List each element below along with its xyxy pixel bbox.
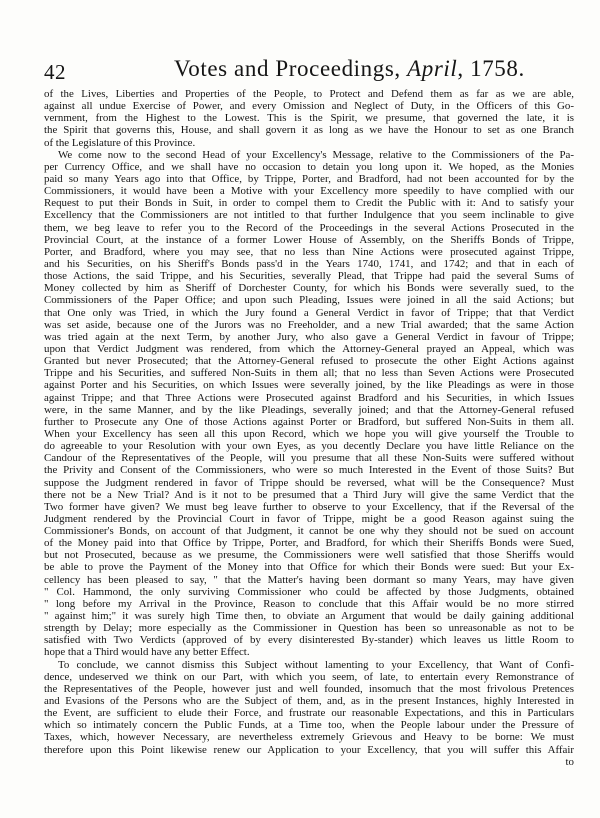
text-line: Two former have given? We must beg leave further to observe to your Excellency, that if the Reversal of the bbox=[44, 500, 574, 513]
text-line: was set aside, because one of the Jurors was no Freeholder, and a new Trial awarded; that the same Action bbox=[44, 318, 574, 331]
text-line: were, in the same Manner, and by the like Pleadings, severally joined; and that the Attorney-General refused bbox=[44, 403, 574, 416]
text-line: " against him;" it was surely high Time then, to obviate an Argument that would be daily gaining additional bbox=[44, 610, 574, 623]
text-line: that One only was Tried, in which the Jury found a General Verdict in favor of Trippe; that that Verdict bbox=[44, 306, 574, 319]
text-line: do agreeable to your Resolution with your own Eyes, as you decently Declare you have little Reliance on the bbox=[44, 440, 574, 453]
text-line: When your Excellency has seen all this upon Record, which we hope you will give yourself the Trouble to bbox=[44, 427, 574, 440]
text-line: Judgment rendered by the Provincial Court in favor of Trippe, might be a good Reason against suing the bbox=[44, 512, 574, 525]
text-line: We come now to the second Head of your Excellency's Message, relative to the Commissioners of the Pa- bbox=[58, 148, 574, 161]
text-line: and his Securities, on his Sheriff's Bonds pass'd in the Years 1740, 1741, and 1742; and that in each of bbox=[44, 257, 574, 270]
text-line: of the Money paid into that Office by Trippe, Porter, and Bradford, for which their Sheriffs Bonds were Sued, bbox=[44, 537, 574, 550]
title-prefix: Votes and Proceedings, bbox=[174, 56, 408, 81]
text-line: there not be a New Trial? And is it not to be presumed that a Third Jury will give the same Verdict that the bbox=[44, 488, 574, 501]
text-line: Money collected by him as Sheriff of Dorchester County, for which his Bonds were severally sued, to the bbox=[44, 282, 574, 295]
text-line: but not Prosecuted, because as we presume, the Commissioners were well satisfied that those Sheriffs would bbox=[44, 549, 574, 562]
text-line: Porter, and Bradford, where you may see, that no less than Nine Actions were prosecuted against Trippe, bbox=[44, 245, 574, 258]
text-line: of the Lives, Liberties and Properties of the People, to Protect and Defend them as far as we are able, bbox=[44, 88, 574, 100]
text-line: Commissioner's Bonds, on account of that Judgment, it cannot be one why they should not be sued on account bbox=[44, 525, 574, 538]
text-line: paid so many Years ago into that Office, by Trippe, Porter, and Bradford, had not been accounted for by the bbox=[44, 172, 574, 185]
text-line: of the Legislature of this Province. bbox=[44, 136, 196, 149]
text-line: " Col. Hammond, the only surviving Commissioner who could be affected by those Judgments, obtained bbox=[44, 585, 574, 598]
text-line: suppose the Judgment rendered in favor of Trippe should be reversed, what will be the Consequence? Must bbox=[44, 476, 574, 489]
page-header bbox=[44, 56, 574, 86]
text-line: to bbox=[565, 755, 574, 768]
text-line: dence, undeserved we think on our Part, with which you seem, of late, to entertain every Remonstrance of bbox=[44, 670, 574, 683]
text-line: against Trippe; and that Three Actions were Prosecuted against Bradford and his Securities, in which Issues bbox=[44, 391, 574, 404]
text-line: the Event, are sufficient to elude their Force, and frustrate our reasonable Expectations, and this in Particulars bbox=[44, 707, 574, 720]
text-line: against all undue Exercise of Power, and every Omission and Neglect of Duty, in the Officers of this Go- bbox=[44, 100, 574, 113]
text-line: " long before my Arrival in the Province, Reason to conclude that this Affair would be no more stirred bbox=[44, 597, 574, 610]
text-line: therefore upon this Point likewise renew our Application to your Excellency, that you will suffer this Affair bbox=[44, 743, 574, 756]
text-line: Commissioners, it would have been a Motive with your Excellency more speedily to have complied with our bbox=[44, 185, 574, 198]
text-line: Taxes, which, however Necessary, are nevertheless extremely Grievous and Heavy to be borne: We must bbox=[44, 731, 574, 744]
text-line: Request to put their Bonds in Suit, in order to compel them to Credit the Public with it: And to satisfy your bbox=[44, 197, 574, 210]
page-number: 42 bbox=[44, 60, 66, 84]
text-line: per Currency Office, and we shall have no occasion to detain you long upon it. We hoped, as the Monies bbox=[44, 160, 574, 173]
running-title bbox=[174, 56, 525, 82]
text-line: Excellency that the Commissioners are not intitled to that further Indulgence that you seem inclinable to give bbox=[44, 209, 574, 222]
title-suffix: , 1758. bbox=[457, 56, 525, 81]
text-line: Trippe and his Securities, and suffered Non-Suits in them all; that no less than Seven Actions were Prosecuted bbox=[44, 367, 574, 380]
title-month: April bbox=[407, 56, 458, 81]
text-line: was tried again at the next Term, by another Jury, who also gave a General Verdict in favour of Trippe; bbox=[44, 330, 574, 343]
text-line: the Spirit that governs this, House, and shall govern it as long as we have the Honour to set as one Branch bbox=[44, 124, 574, 137]
text-line: Commissioners of the Paper Office; and upon such Pleading, Issues were joined in all the said Actions; but bbox=[44, 294, 574, 307]
text-line: which so intimately concern the Public Funds, at a Time too, when the People labour under the Pressure of bbox=[44, 719, 574, 732]
text-line: and Evasions of the Persons who are the Subject of them, and, as in the present Instances, highly Interested in bbox=[44, 695, 574, 708]
text-line: Candour of the Representatives of the People, will you presume that all these Non-Suits were suffered without bbox=[44, 452, 574, 465]
text-line: be able to prove the Payment of the Money into that Office for which their Bonds were sued: But your Ex- bbox=[44, 561, 574, 574]
text-line: Provincial Court, at the instance of a former Lower House of Assembly, on the Sheriffs Bonds of Trippe, bbox=[44, 233, 574, 246]
body-text bbox=[44, 88, 574, 768]
text-line: the Privity and Consent of the Commissioners, who were so much Interested in the Event of those Suits? But bbox=[44, 464, 574, 477]
text-line: them, we beg leave to refer you to the Record of the Proceedings in the several Actions Prosecuted in the bbox=[44, 221, 574, 234]
text-line: strength by Delay; more especially as the Commissioner in Question has been so unreasonable as not to be bbox=[44, 622, 574, 635]
text-line: hope that a Third would have any better Effect. bbox=[44, 646, 250, 659]
text-line: those Actions, the said Trippe, and his Securities, severally Plead, that Trippe had paid the several Sums of bbox=[44, 270, 574, 283]
text-line: satisfied with Two Verdicts (approved of by every disinterested By-stander) which leaves us little Room to bbox=[44, 634, 574, 647]
text-line: further to Prosecute any One of those Actions against Porter or Bradford, but suffered Non-Suits in them all. bbox=[44, 415, 574, 428]
text-line: vernment, from the Highest to the Lowest. This is the Spirit, we presume, that governed the late, it is bbox=[44, 112, 574, 125]
text-line: the Representatives of the People, however just and well founded, insomuch that the most frivolous Pretences bbox=[44, 682, 574, 695]
text-line: cellency has been pleased to say, " that the Matter's having been dormant so many Years, may have given bbox=[44, 573, 574, 586]
text-line: against Porter and his Securities, on which Issues were severally joined, by the like Pleadings as were in those bbox=[44, 379, 574, 392]
text-line: upon that Verdict Judgment was rendered, from which the Attorney-General prayed an Appeal, which was bbox=[44, 342, 574, 355]
text-line: To conclude, we cannot dismiss this Subject without lamenting to your Excellency, that Want of Confi- bbox=[58, 658, 574, 671]
text-line: Granted but never Prosecuted; that the Attorney-General refused to prosecute the other Eight Actions against bbox=[44, 355, 574, 368]
